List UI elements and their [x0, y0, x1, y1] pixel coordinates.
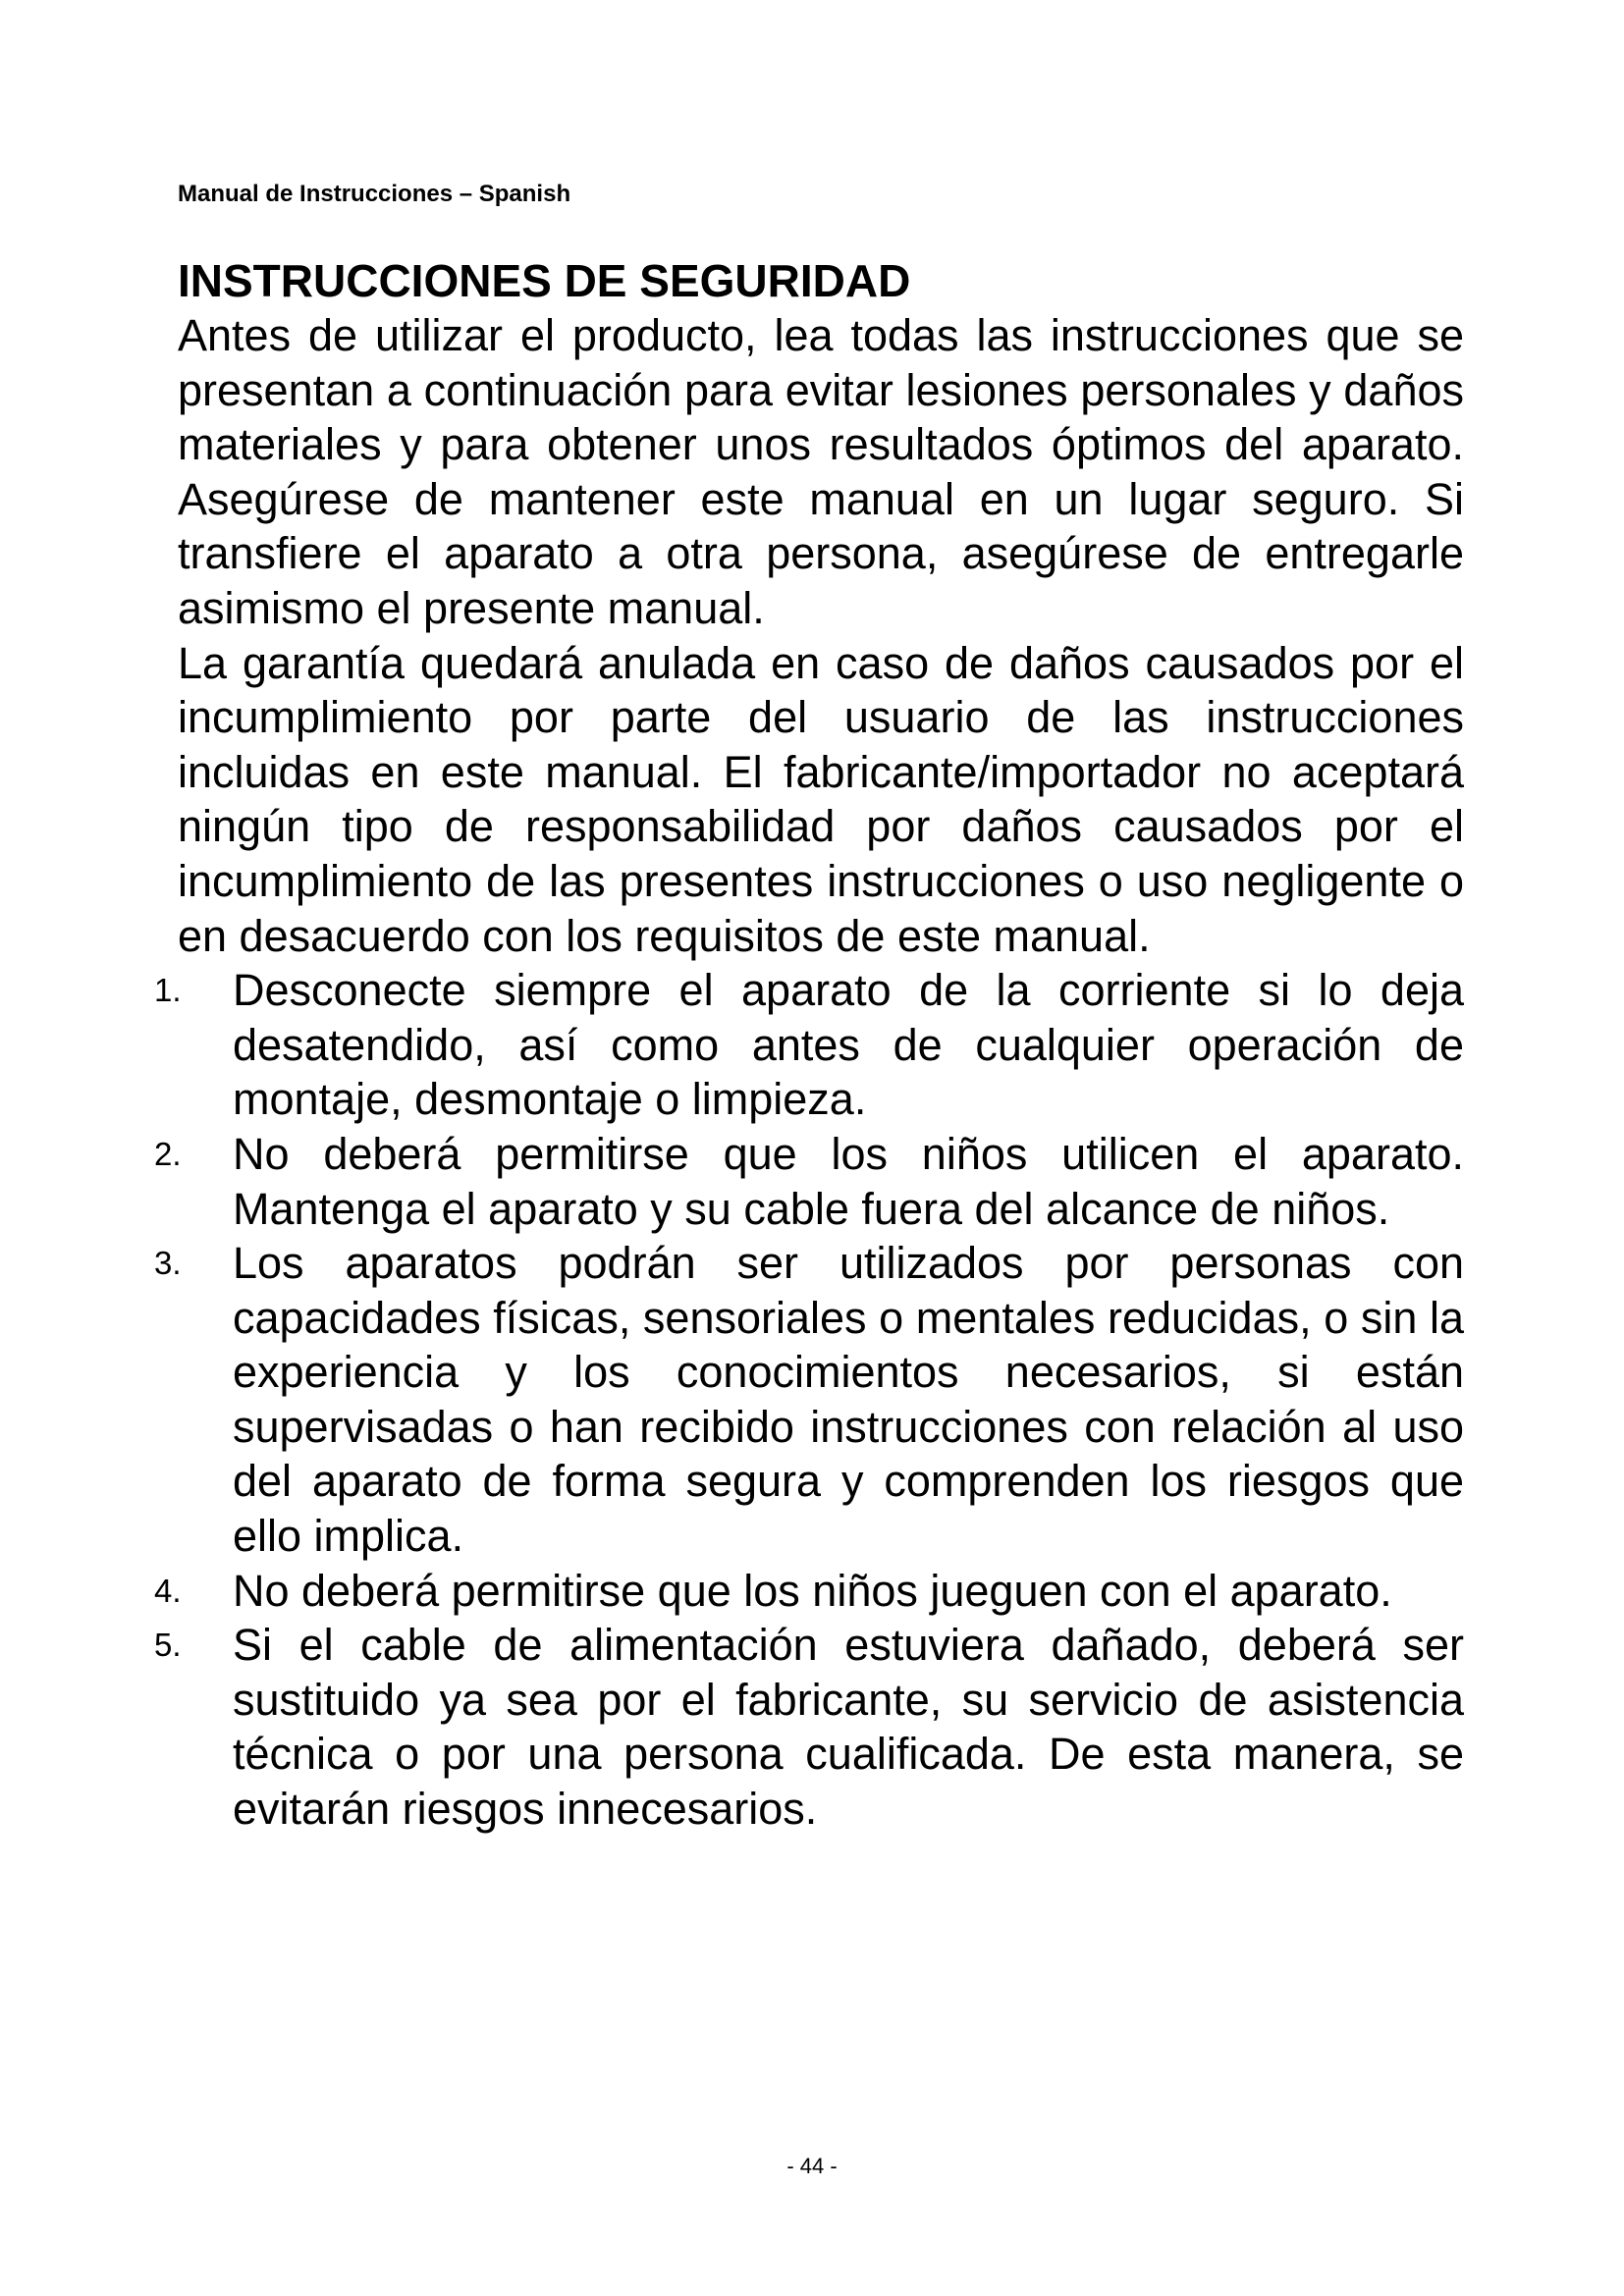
- list-item: [154, 1127, 1464, 1236]
- list-item-text: No deberá permitirse que los niños jueguen con el aparato.: [233, 1565, 1392, 1616]
- list-item-number: 5.: [154, 1627, 182, 1664]
- safety-instructions-list: [154, 963, 1464, 1837]
- list-item-number: 4.: [154, 1572, 182, 1609]
- safety-section: [154, 253, 1464, 1837]
- list-item: [154, 1564, 1464, 1619]
- list-item-text: No deberá permitirse que los niños utilicen el aparato. Mantenga el aparato y su cable fuera del alcance de niños.: [233, 1128, 1464, 1234]
- warranty-paragraph: La garantía quedará anulada en caso de daños causados por el incumplimiento por parte del usuario de las instrucciones incluidas en este manual. El fabricante/importador no aceptará ningún tipo de responsabilidad por daños causados por el incumplimiento de las presentes instrucciones o uso negligente o en desacuerdo con los requisitos de este manual.: [178, 637, 1464, 961]
- list-item-number: 1.: [154, 972, 182, 1009]
- list-item: [154, 1236, 1464, 1564]
- running-header: Manual de Instrucciones – Spanish: [178, 181, 571, 207]
- intro-paragraph: Antes de utilizar el producto, lea todas las instrucciones que se presentan a continuación para evitar lesiones personales y daños materiales y para obtener unos resultados óptimos del aparato. Asegúrese de mantener este manual en un lugar seguro. Si transfiere el aparato a otra persona, asegúrese de entregarle asimismo el presente manual.: [178, 310, 1464, 633]
- list-item: [154, 963, 1464, 1127]
- list-item-text: Los aparatos podrán ser utilizados por personas con capacidades físicas, sensoriales o mentales reducidas, o sin la experiencia y los conocimientos necesarios, si están supervisadas o han recibido instrucciones con relación al uso del aparato de forma segura y comprenden los riesgos que ello implica.: [233, 1238, 1464, 1562]
- list-item-text: Desconecte siempre el aparato de la corriente si lo deja desatendido, así como antes de cualquier operación de montaje, desmontaje o limpieza.: [233, 965, 1464, 1125]
- list-item-text: Si el cable de alimentación estuviera dañado, deberá ser sustituido ya sea por el fabricante, su servicio de asistencia técnica o por una persona cualificada. De esta manera, se evitarán riesgos innecesarios.: [233, 1620, 1464, 1835]
- page-number: - 44 -: [786, 2154, 838, 2178]
- list-item-number: 3.: [154, 1245, 182, 1282]
- list-item: [154, 1618, 1464, 1836]
- section-title: INSTRUCCIONES DE SEGURIDAD: [178, 255, 911, 306]
- list-item-number: 2.: [154, 1135, 182, 1172]
